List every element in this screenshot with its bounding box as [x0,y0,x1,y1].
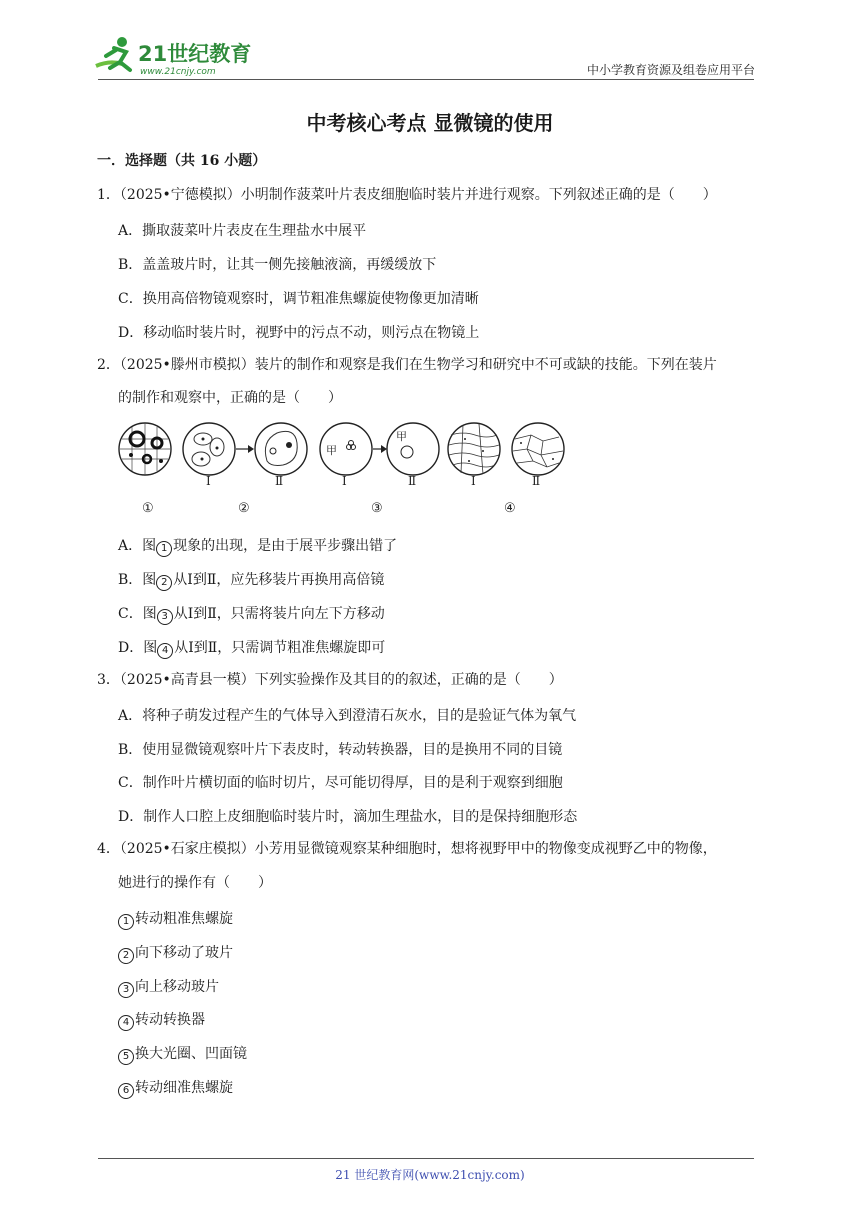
question-text: （2025•滕州市模拟）装片的制作和观察是我们在生物学习和研究中不可或缺的技能。下列在装片 [119,357,717,373]
panel-2-view-ii [255,423,307,475]
footer-link[interactable]: 21 世纪教育网(www.21cnjy.com) [335,1168,525,1182]
question-4-stem [97,840,717,858]
question-4-item-6: 6 转动细准焦螺旋 [118,1077,233,1099]
panel-2-view-i [183,423,235,475]
question-2-stem [97,356,717,374]
figure-label-ii: Ⅱ [532,474,541,488]
question-2-figure [117,421,567,519]
question-number: 3． [97,672,120,688]
figure-panel-2-label: ② [238,501,250,516]
circled-number: 3 [157,609,173,625]
question-4-item-2: 2 向下移动了玻片 [118,942,233,964]
question-4-item-4: 4 转动转换器 [118,1009,205,1031]
question-2-option-d: D．图 4 从Ⅰ到Ⅱ，只需调节粗准焦螺旋即可 [118,637,385,659]
question-3-option-d: D．制作人口腔上皮细胞临时装片时，滴加生理盐水，目的是保持细胞形态 [118,809,578,825]
circled-number: 6 [118,1083,134,1099]
panel-4-view-ii [512,423,564,475]
panel-1-view [119,423,171,475]
panel-4-view-i [448,423,500,475]
question-number: 1． [97,187,120,203]
question-2-option-c: C．图 3 从Ⅰ到Ⅱ，只需将装片向左下方移动 [118,603,385,625]
figure-label-i: Ⅰ [206,474,211,488]
question-4-item-3: 3 向上移动玻片 [118,976,219,998]
section-heading: 一．选择题（共 16 小题） [97,153,267,169]
page-title: 中考核心考点 显微镜的使用 [306,111,554,135]
question-4-stem-line-2: 她进行的操作有（ ） [118,875,272,891]
figure-label-ii: Ⅱ [275,474,284,488]
question-4-item-5: 5 换大光圈、凹面镜 [118,1043,247,1065]
circled-number: 5 [118,1049,134,1065]
circled-number: 4 [157,643,173,659]
figure-label-i: Ⅰ [342,474,347,488]
circled-number: 4 [118,1015,134,1031]
runner-logo-icon [92,34,262,80]
question-4-item-1: 1 转动粗准焦螺旋 [118,908,233,930]
view-label-jia: 甲 [396,430,407,443]
site-logo [92,34,262,80]
question-2-option-a: A．图 1 现象的出现，是由于展平步骤出错了 [118,535,397,557]
figure-label-i: Ⅰ [471,474,476,488]
circled-number: 1 [118,914,134,930]
question-3-option-c: C．制作叶片横切面的临时切片，尽可能切得厚，目的是利于观察到细胞 [118,775,563,791]
logo-url-text: www.21cnjy.com [140,67,216,77]
question-text: （2025•石家庄模拟）小芳用显微镜观察某种细胞时，想将视野甲中的物像变成视野乙中的物像， [119,841,717,857]
question-3-option-b: B．使用显微镜观察叶片下表皮时，转动转换器，目的是换用不同的目镜 [118,742,563,758]
view-label-jia: 甲 [326,444,337,457]
question-1-option-d: D．移动临时装片时，视野中的污点不动，则污点在物镜上 [118,325,480,341]
header-platform-text: 中小学教育资源及组卷应用平台 [586,63,755,77]
question-1-option-c: C．换用高倍物镜观察时，调节粗准焦螺旋使物像更加清晰 [118,291,479,307]
circled-number: 3 [118,982,134,998]
question-number: 2． [97,357,120,373]
question-1-option-b: B．盖盖玻片时，让其一侧先接触液滴，再缓缓放下 [118,257,437,273]
question-number: 4． [97,841,120,857]
logo-text: 21世纪教育 [138,42,252,66]
circled-number: 2 [118,948,134,964]
footer-divider [98,1158,754,1159]
question-3-stem [97,671,563,689]
circled-number: 1 [156,541,172,557]
question-2-option-b: B．图 2 从Ⅰ到Ⅱ，应先移装片再换用高倍镜 [118,569,384,591]
question-3-option-a: A．将种子萌发过程产生的气体导入到澄清石灰水，目的是验证气体为氧气 [118,708,577,724]
figure-panel-3-label: ③ [371,501,383,516]
figure-label-ii: Ⅱ [408,474,417,488]
question-2-stem-line-2: 的制作和观察中，正确的是（ ） [118,390,342,406]
header-divider [98,79,754,80]
panel-3-view-i [320,423,372,475]
question-1-option-a: A．撕取菠菜叶片表皮在生理盐水中展平 [118,223,367,239]
question-text: （2025•高青县一模）下列实验操作及其目的的叙述，正确的是（ ） [119,672,563,688]
circled-number: 2 [156,575,172,591]
question-text: （2025•宁德模拟）小明制作菠菜叶片表皮细胞临时装片并进行观察。下列叙述正确的是（ ） [119,187,717,203]
question-1-stem [97,186,717,204]
figure-panel-1-label: ① [142,501,154,516]
panel-3-view-ii [387,423,439,475]
figure-panel-4-label: ④ [504,501,516,516]
